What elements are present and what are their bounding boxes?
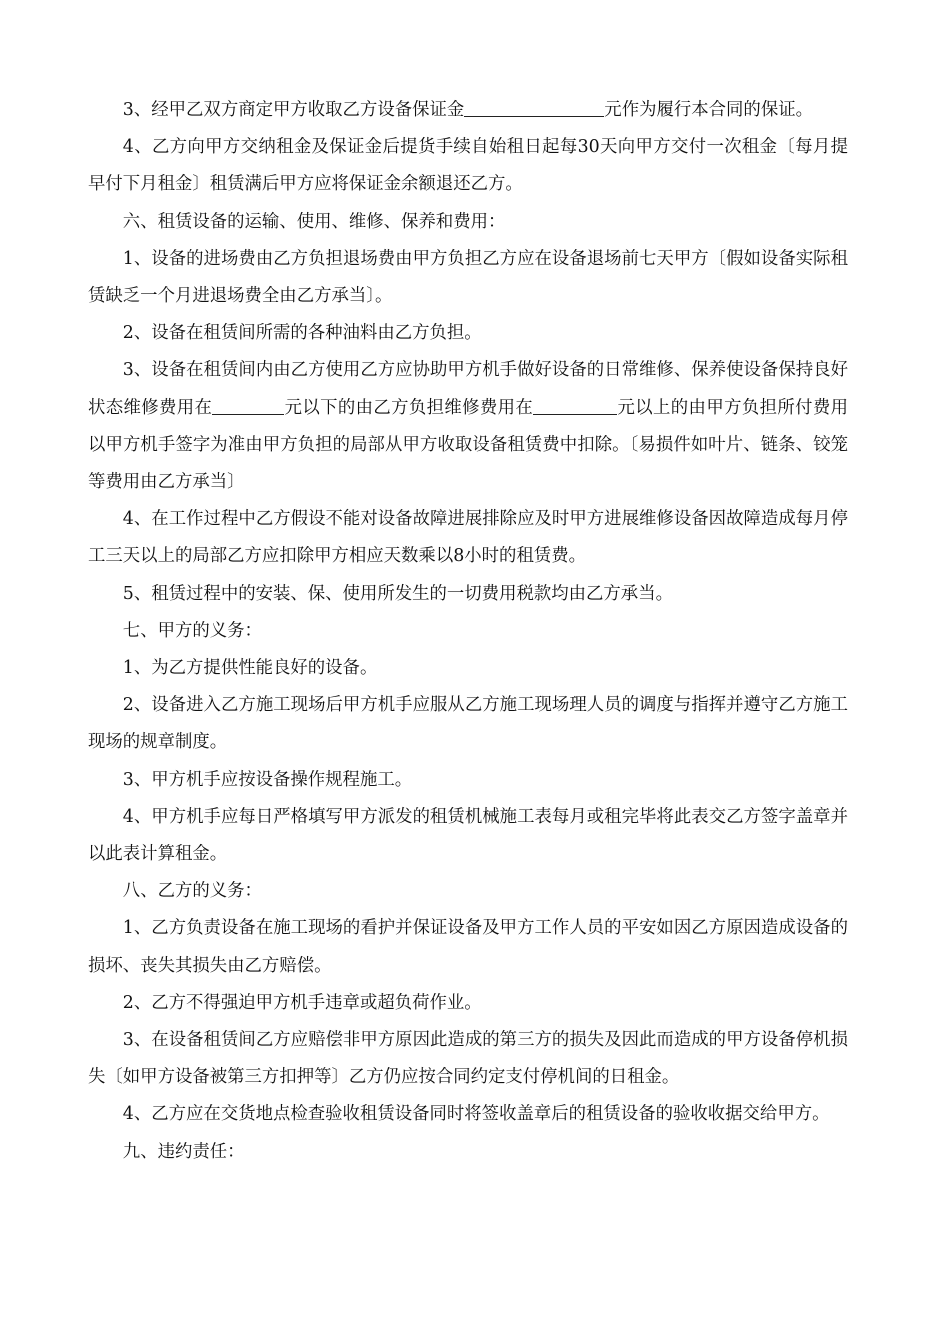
paragraph-text: 5、租赁过程中的安装、保、使用所发生的一切费用税款均由乙方承当。: [122, 583, 673, 604]
paragraph-text: 七、甲方的义务：: [122, 620, 262, 641]
contract-paragraph: [88, 92, 848, 129]
paragraph-text: 1、乙方负责设备在施工现场的看护并保证设备及甲方工作人员的平安如因乙方原因造成设备的损坏、丧失其损失由乙方赔偿。: [88, 918, 848, 976]
contract-paragraph: [88, 241, 848, 315]
contract-paragraph: [88, 501, 848, 575]
paragraph-text: 八、乙方的义务：: [122, 881, 262, 902]
contract-paragraph: [88, 1096, 848, 1133]
contract-paragraph: [88, 799, 848, 873]
contract-paragraph: [88, 315, 848, 352]
contract-paragraph: [88, 910, 848, 984]
fill-in-blank: [464, 99, 604, 117]
paragraph-text: 2、设备进入乙方施工现场后甲方机手应服从乙方施工现场理人员的调度与指挥并遵守乙方施工现场的规章制度。: [88, 695, 848, 753]
paragraph-text: 元以下的由乙方负担维修费用在: [284, 397, 534, 418]
fill-in-blank: [212, 396, 284, 414]
contract-paragraph: [88, 129, 848, 203]
contract-paragraph: [88, 576, 848, 613]
contract-paragraph: [88, 687, 848, 761]
contract-paragraph: [88, 204, 848, 241]
paragraph-text: 3、经甲乙双方商定甲方收取乙方设备保证金: [122, 100, 465, 120]
paragraph-text: 3、甲方机手应按设备操作规程施工。: [122, 769, 413, 790]
paragraph-text: 六、租赁设备的运输、使用、维修、保养和费用：: [122, 211, 506, 232]
contract-paragraph: [88, 650, 848, 687]
paragraph-text: 3、设备在租赁间内由乙方使用乙方应协助甲方机手做好设备的日常维修、保养使设备保持良好状态维修费用在: [88, 360, 848, 418]
paragraph-text: 4、在工作过程中乙方假设不能对设备故障进展排除应及时甲方进展维修设备因故障造成每月停工三天以上的局部乙方应扣除甲方相应天数乘以8小时的租赁费。: [88, 509, 848, 567]
paragraph-text: 4、甲方机手应每日严格填写甲方派发的租赁机械施工表每月或租完毕将此表交乙方签字盖章并以此表计算租金。: [88, 806, 848, 865]
paragraph-text: 元以上的由甲方负担所付费用以甲方机手签字为准由甲方负担的局部从甲方收取设备租赁费中扣除。〔易损件如叶片、链条、铰笼等费用由乙方承当〕: [88, 397, 848, 493]
paragraph-text: 2、乙方不得强迫甲方机手违章或超负荷作业。: [122, 992, 482, 1013]
contract-paragraph: [88, 873, 848, 910]
contract-paragraph: [88, 613, 848, 650]
contract-paragraph: [88, 1134, 848, 1171]
paragraph-text: 2、设备在租赁间所需的各种油料由乙方负担。: [122, 323, 482, 344]
contract-paragraph: [88, 352, 848, 501]
paragraph-text: 1、为乙方提供性能良好的设备。: [122, 658, 378, 679]
paragraph-text: 九、违约责任：: [122, 1141, 245, 1162]
contract-paragraph: [88, 985, 848, 1022]
contract-body: [88, 92, 848, 1171]
fill-in-blank: [533, 396, 617, 414]
paragraph-text: 1、设备的进场费由乙方负担退场费由甲方负担乙方应在设备退场前七天甲方〔假如设备实际租赁缺乏一个月进退场费全由乙方承当〕。: [88, 248, 848, 307]
contract-paragraph: [88, 762, 848, 799]
paragraph-text: 3、在设备租赁间乙方应赔偿非甲方原因此造成的第三方的损失及因此而造成的甲方设备停机损失〔如甲方设备被第三方扣押等〕乙方仍应按合同约定支付停机间的日租金。: [88, 1030, 848, 1088]
contract-paragraph: [88, 1022, 848, 1096]
paragraph-text: 元作为履行本合同的保证。: [604, 100, 813, 120]
paragraph-text: 4、乙方应在交货地点检查验收租赁设备同时将签收盖章后的租赁设备的验收收据交给甲方。: [122, 1104, 830, 1125]
paragraph-text: 4、乙方向甲方交纳租金及保证金后提货手续自始租日起每30天向甲方交付一次租金〔每月提早付下月租金〕租赁满后甲方应将保证金余额退还乙方。: [88, 137, 848, 195]
